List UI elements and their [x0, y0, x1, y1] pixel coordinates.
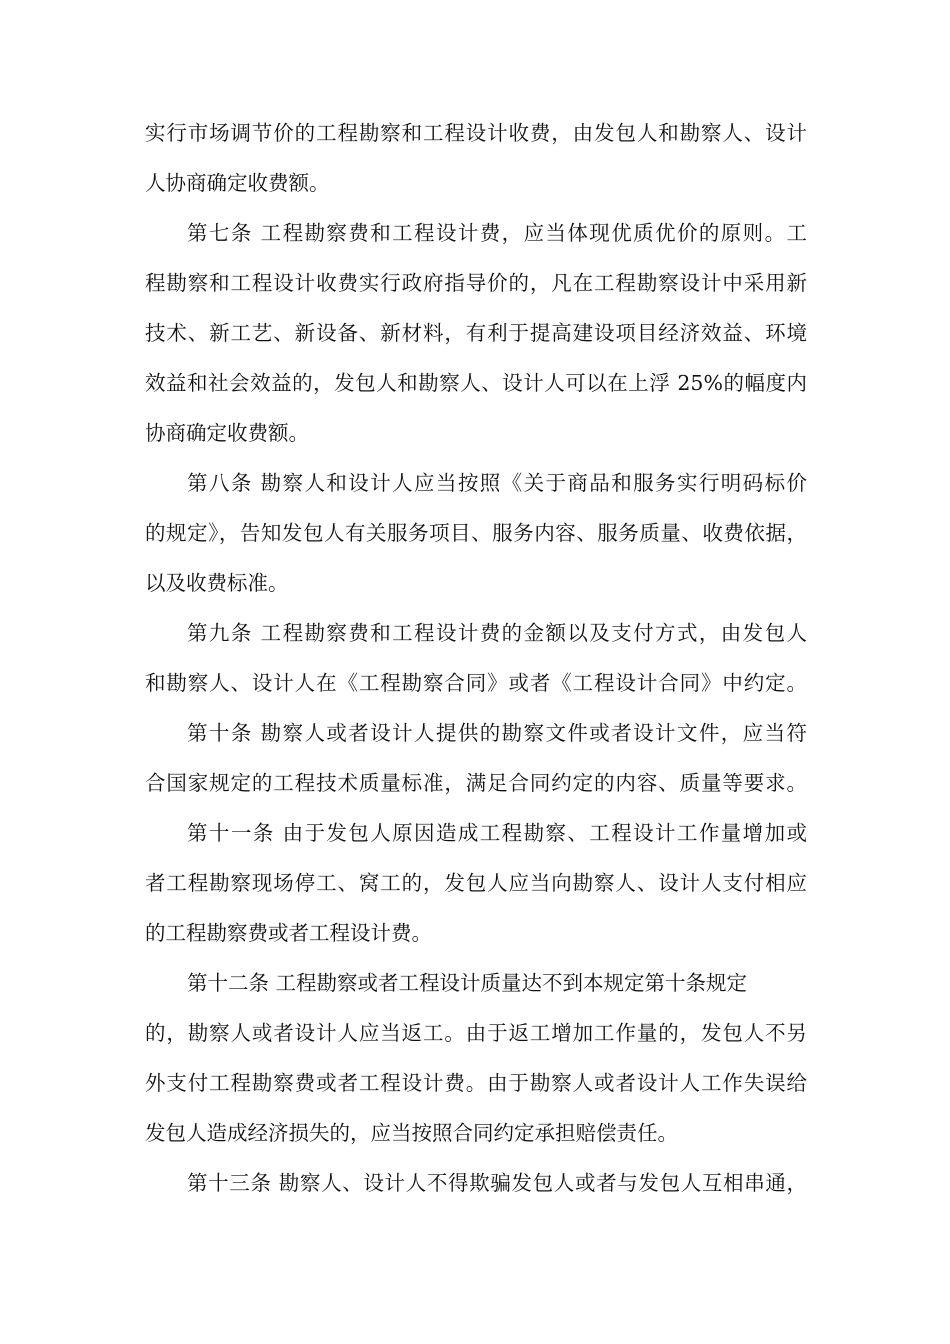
text-line: 的规定》，告知发包人有关服务项目、服务内容、服务质量、收费依据， — [145, 521, 807, 545]
text-line: 技术、新工艺、新设备、新材料，有利于提高建设项目经济效益、环境 — [145, 321, 807, 345]
text-line: 程勘察和工程设计收费实行政府指导价的，凡在工程勘察设计中采用新 — [145, 271, 807, 295]
text-line: 发包人造成经济损失的，应当按照合同约定承担赔偿责任。 — [145, 1121, 678, 1145]
text-line: 的，勘察人或者设计人应当返工。由于返工增加工作量的，发包人不另 — [145, 1021, 807, 1045]
text-line: 外支付工程勘察费或者工程设计费。由于勘察人或者设计人工作失误给 — [145, 1071, 807, 1095]
text-line: 者工程勘察现场停工、窝工的，发包人应当向勘察人、设计人支付相应 — [145, 871, 807, 895]
text-line: 实行市场调节价的工程勘察和工程设计收费，由发包人和勘察人、设计 — [145, 121, 807, 145]
text-line: 和勘察人、设计人在《工程勘察合同》或者《工程设计合同》中约定。 — [145, 671, 807, 695]
text-line: 协商确定收费额。 — [145, 421, 309, 445]
article-11-line: 第十一条 由于发包人原因造成工程勘察、工程设计工作量增加或 — [187, 821, 807, 845]
article-12-line: 第十二条 工程勘察或者工程设计质量达不到本规定第十条规定 — [187, 971, 748, 995]
article-8-line: 第八条 勘察人和设计人应当按照《关于商品和服务实行明码标价 — [187, 471, 807, 495]
text-line: 以及收费标准。 — [145, 571, 289, 595]
article-10-line: 第十条 勘察人或者设计人提供的勘察文件或者设计文件，应当符 — [187, 721, 807, 745]
text-line: 效益和社会效益的，发包人和勘察人、设计人可以在上浮 25%的幅度内 — [145, 371, 807, 395]
body-text — [145, 108, 807, 1208]
article-9-line: 第九条 工程勘察费和工程设计费的金额以及支付方式，由发包人 — [187, 621, 807, 645]
text-line: 合国家规定的工程技术质量标准，满足合同约定的内容、质量等要求。 — [145, 771, 807, 795]
article-13-line: 第十三条 勘察人、设计人不得欺骗发包人或者与发包人互相串通， — [187, 1171, 807, 1195]
text-line: 人协商确定收费额。 — [145, 171, 330, 195]
article-7-line: 第七条 工程勘察费和工程设计费，应当体现优质优价的原则。工 — [187, 221, 807, 245]
text-line: 的工程勘察费或者工程设计费。 — [145, 921, 432, 945]
